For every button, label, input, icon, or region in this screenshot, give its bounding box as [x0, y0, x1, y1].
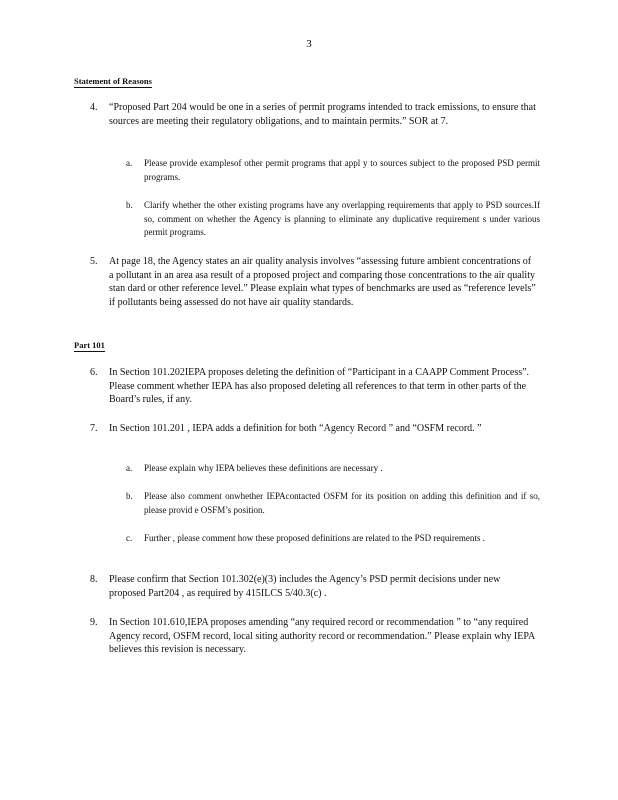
question-7-a — [126, 462, 540, 476]
question-5 — [90, 255, 538, 309]
question-number: 8. — [90, 574, 98, 585]
question-number: 6. — [90, 367, 98, 378]
section-heading-statement-of-reasons: Statement of Reasons — [74, 76, 152, 86]
question-text: In Section 101.201 , IEPA adds a definition for both “Agency Record ” and “OSFM record. ” — [109, 423, 482, 434]
question-number: 9. — [90, 617, 98, 628]
subquestion-letter: b. — [126, 200, 133, 210]
question-text: Please confirm that Section 101.302(e)(3) includes the Agency’s PSD permit decisions under new proposed Part204 , as required by 415ILCS 5/40.3(c) . — [109, 574, 501, 599]
subquestion-letter: a. — [126, 158, 133, 168]
question-number: 7. — [90, 423, 98, 434]
question-text: At page 18, the Agency states an air quality analysis involves “assessing future ambient concentrations of a pollutant in an area asa result of a proposed project and comparing those concentrations to the air quality stan dard or other reference level.” Please explain what types of benchmarks are used as “reference levels” if pollutants being assessed do not have air quality standards. — [109, 256, 536, 308]
page-number: 3 — [306, 38, 312, 50]
subquestion-letter: c. — [126, 533, 133, 543]
subquestion-text: Please explain why IEPA believes these definitions are necessary . — [144, 463, 383, 473]
subquestion-letter: a. — [126, 463, 133, 473]
question-text: In Section 101.202IEPA proposes deleting the definition of “Participant in a CAAPP Comment Process”. Please comment whether IEPA has also proposed deleting all references to that term in other parts of the Board’s rules, if any. — [109, 367, 530, 406]
subquestion-text: Please provide examplesof other permit programs that appl y to sources subject to the proposed PSD permit programs. — [144, 158, 540, 182]
question-text: “Proposed Part 204 would be one in a series of permit programs intended to track emissions, to ensure that sources are meeting their regulatory obligations, and to maintain permits.” SOR at 7. — [109, 102, 536, 127]
question-9 — [90, 616, 538, 657]
question-number: 5. — [90, 256, 98, 267]
question-text: In Section 101.610,IEPA proposes amending “any required record or recommendation ” to “any required Agency record, OSFM record, local siting authority record or recommendation.” Please explain why IEPA believes this revision is necessary. — [109, 617, 535, 656]
question-7-b — [126, 490, 540, 517]
subquestion-text: Please also comment onwhether IEPAcontacted OSFM for its position on adding this definition and if so, please provid e OSFM’s position. — [144, 491, 540, 515]
question-4-b — [126, 199, 540, 240]
question-4 — [90, 101, 538, 128]
subquestion-text: Further , please comment how these proposed definitions are related to the PSD requirements . — [144, 533, 485, 543]
question-7 — [90, 422, 538, 436]
question-8 — [90, 573, 538, 600]
question-7-c — [126, 532, 540, 546]
subquestion-letter: b. — [126, 491, 133, 501]
question-number: 4. — [90, 102, 98, 113]
question-4-a — [126, 157, 540, 184]
question-6 — [90, 366, 538, 407]
section-heading-part-101: Part 101 — [74, 340, 105, 350]
subquestion-text: Clarify whether the other existing programs have any overlapping requirements that apply to PSD sources.If so, comment on whether the Agency is planning to eliminate any duplicative requirement s under various permit programs. — [144, 200, 540, 238]
